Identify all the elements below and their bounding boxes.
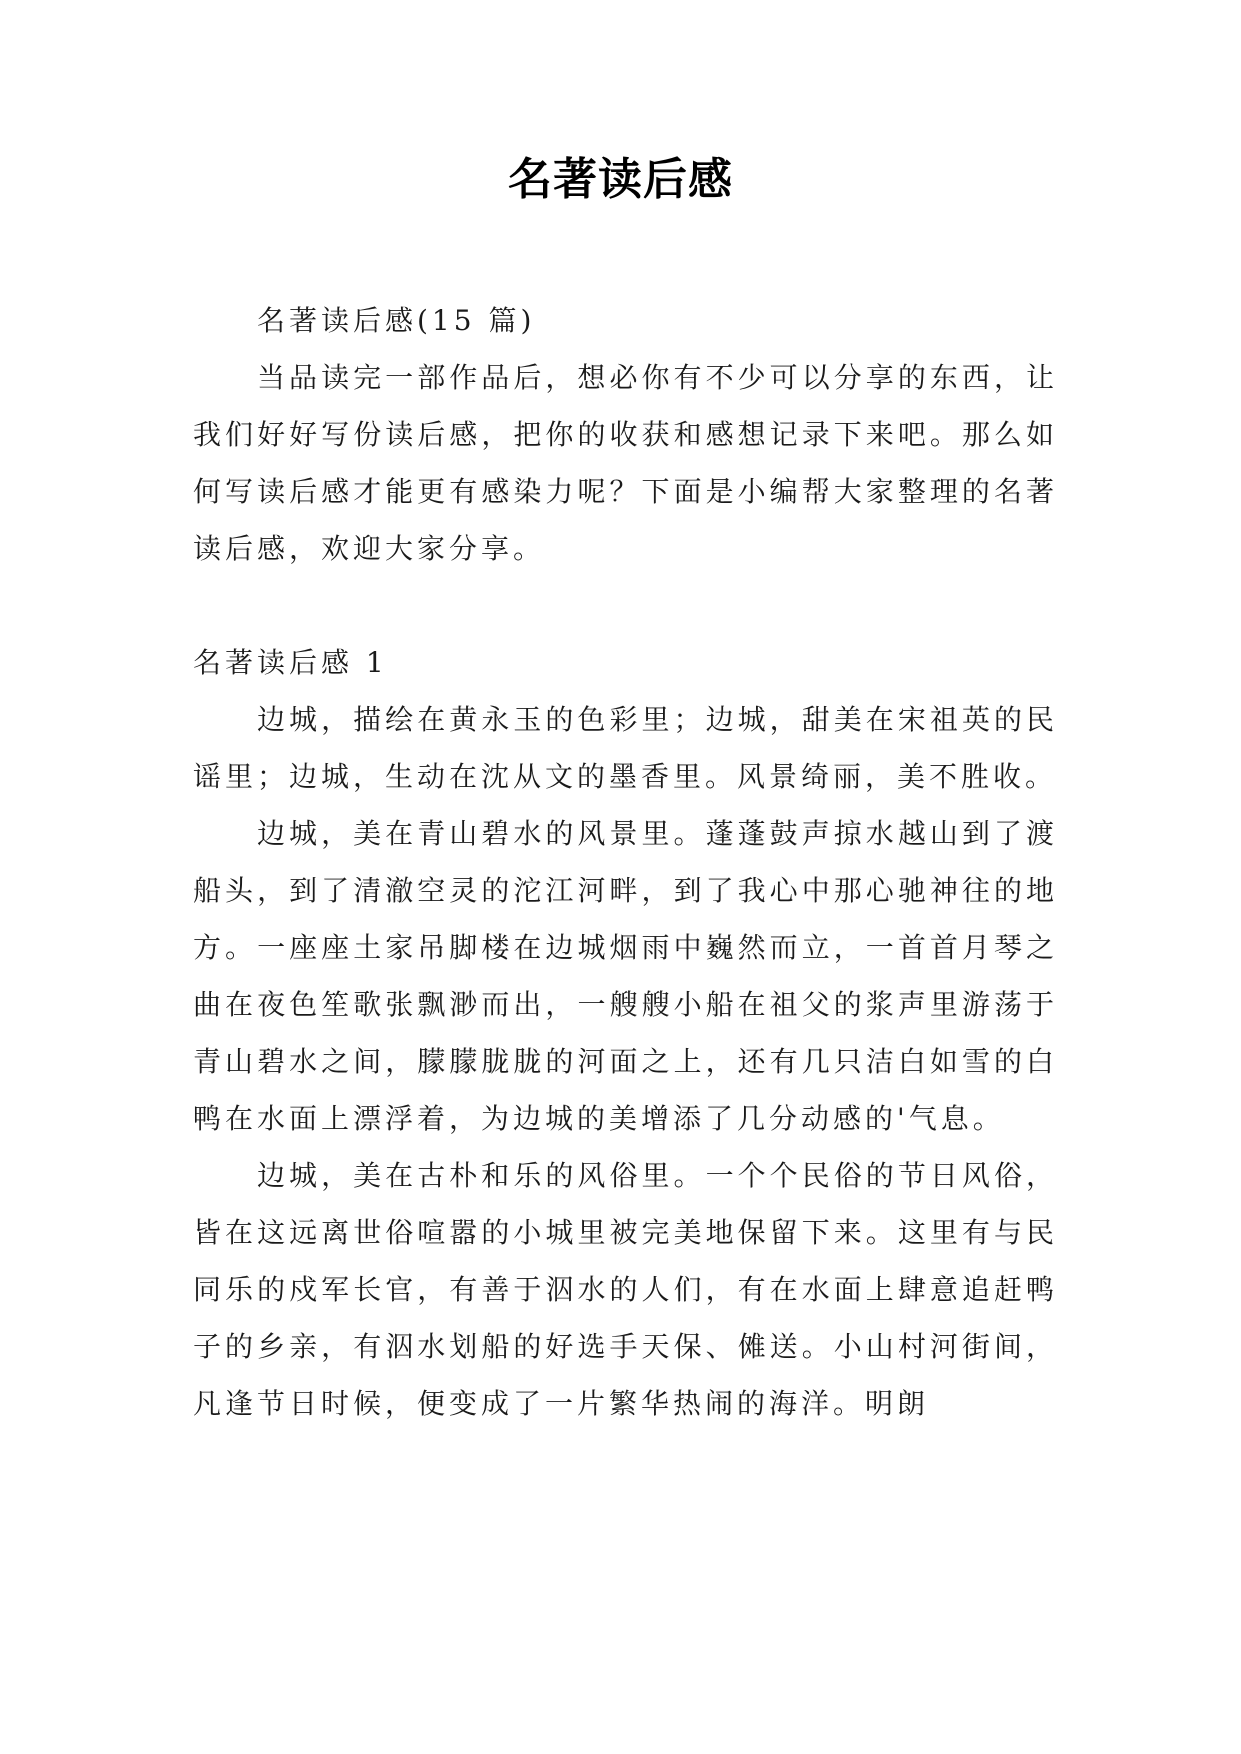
body-paragraph-2: 边城，美在青山碧水的风景里。蓬蓬鼓声掠水越山到了渡船头，到了清澈空灵的沱江河畔，到了我心中那心驰神往的地方。一座座土家吊脚楼在边城烟雨中巍然而立，一首首月琴之曲在夜色笙歌张飘渺而出，一艘艘小船在祖父的浆声里游荡于青山碧水之间，朦朦胧胧的河面之上，还有几只洁白如雪的白鸭在水面上漂浮着，为边城的美增添了几分动感的'气息。: [193, 817, 1058, 1135]
paragraph-spacer: [193, 577, 1058, 634]
document-title: 名著读后感: [508, 154, 733, 205]
document-body: [193, 292, 1058, 1432]
body-paragraph-3: 边城，美在古朴和乐的风俗里。一个个民俗的节日风俗，皆在这远离世俗喧嚣的小城里被完美地保留下来。这里有与民同乐的戍军长官，有善于泅水的人们，有在水面上肆意追赶鸭子的乡亲，有泅水划船的好选手天保、傩送。小山村河街间，凡逢节日时候，便变成了一片繁华热闹的海洋。明朗: [193, 1159, 1058, 1420]
document-subtitle: 名著读后感(15 篇): [257, 304, 536, 337]
intro-paragraph: 当品读完一部作品后，想必你有不少可以分享的东西，让我们好好写份读后感，把你的收获和感想记录下来吧。那么如何写读后感才能更有感染力呢？下面是小编帮大家整理的名著读后感，欢迎大家分享。: [193, 361, 1058, 565]
section-heading: 名著读后感 1: [193, 646, 388, 679]
body-paragraph-1: 边城，描绘在黄永玉的色彩里；边城，甜美在宋祖英的民谣里；边城，生动在沈从文的墨香里。风景绮丽，美不胜收。: [193, 703, 1058, 793]
